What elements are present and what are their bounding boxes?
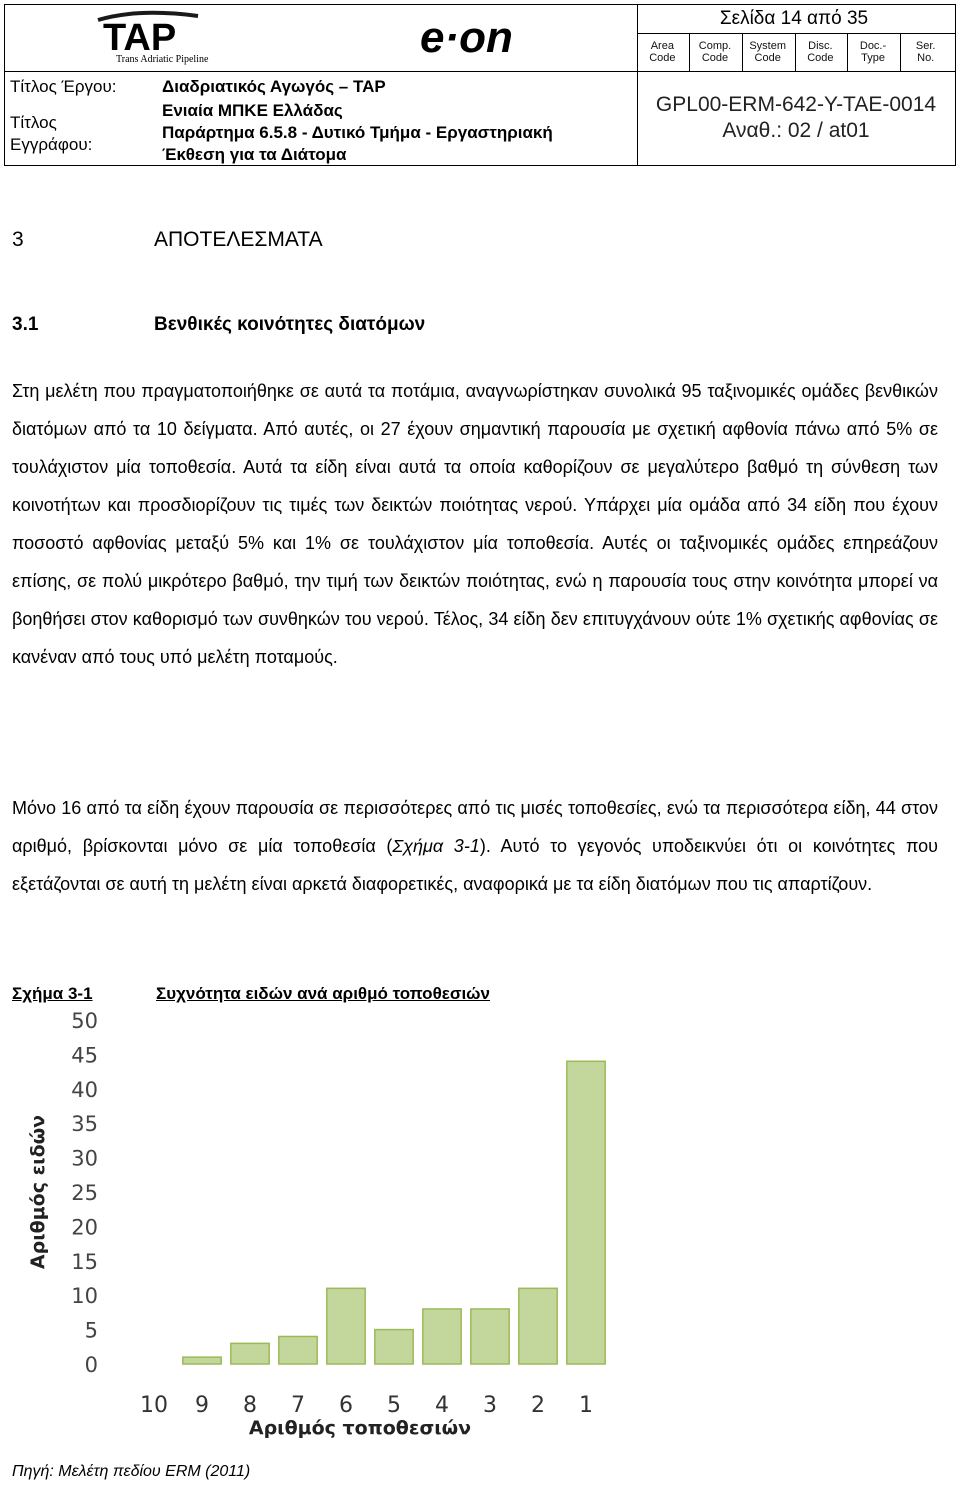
section-title: ΑΠΟΤΕΛΕΣΜΑΤΑ [154,228,323,251]
tap-logo-wordmark: TAP [103,17,177,59]
y-tick-label: 30 [71,1146,98,1171]
code-cell: System Code [749,40,787,64]
bar [567,1061,605,1364]
y-tick-label: 15 [71,1249,98,1274]
revision: Αναθ.: 02 / at01 [722,119,870,142]
y-tick-label: 10 [71,1284,98,1309]
bar [183,1357,221,1364]
subsection-number: 3.1 [12,314,39,335]
y-tick-label: 35 [71,1112,98,1137]
y-tick-label: 50 [71,1009,98,1033]
project-label: Τίτλος Έργου: [10,77,117,96]
paragraph: Μόνο 16 από τα είδη έχουν παρουσία σε περισσότερες από τις μισές τοποθεσίες, ενώ τα περισσότερα είδη, 44 στον αριθμό, βρίσκονται μόνο σε μία τοποθεσία (Σχήμα 3-1). Αυτό το γεγονός υποδεικνύει ότι οι κοινότητες που εξετάζονται σε αυτή τη μελέτη είναι αρκετά διαφορετικές, αναφορικά με τα είδη διατόμων που τις απαρτίζουν. [12,798,938,894]
y-tick-label: 5 [84,1318,98,1343]
figure-reference: Σχήμα 3-1 [392,836,480,856]
figure-title: Συχνότητα ειδών ανά αριθμό τοποθεσιών [156,984,490,1003]
doc-title-value [162,100,553,166]
x-tick-label: 3 [483,1393,497,1418]
x-tick-label: 5 [387,1393,401,1418]
doc-title-line: Ενιαία ΜΠΚΕ Ελλάδας [162,101,343,120]
header-divider [637,33,955,34]
bar [327,1288,365,1364]
tap-logo [68,6,268,66]
x-tick-label: 8 [243,1393,257,1418]
doc-title-label: Τίτλος Εγγράφου: [10,113,93,154]
document-number: GPL00-ERM-642-Y-TAE-0014 [655,93,937,116]
code-row [636,40,952,64]
code-cell: Doc.- Type [859,40,887,64]
species-frequency-chart [0,1002,640,1452]
y-tick-label: 25 [71,1181,98,1205]
bar [279,1336,317,1364]
document-number-block [636,92,956,144]
eon-logo-wordmark: e·on [420,13,513,62]
bar [423,1309,461,1364]
x-tick-label: 4 [435,1393,449,1418]
bar [471,1309,509,1364]
x-tick-label: 10 [140,1393,168,1418]
y-tick-label: 0 [84,1353,98,1377]
header-divider [5,71,955,72]
y-tick-label: 40 [71,1077,98,1102]
x-tick-label: 1 [579,1393,593,1418]
figure-number: Σχήμα 3-1 [12,984,93,1003]
y-tick-label: 45 [71,1043,98,1068]
code-cell: Area Code [649,40,676,64]
tap-logo-subtitle: Trans Adriatic Pipeline [116,54,209,65]
project-value: Διαδριατικός Αγωγός – TAP [162,77,386,96]
subsection-heading [12,314,425,336]
x-tick-label: 9 [195,1393,209,1418]
doc-title-line: Παράρτημα 6.5.8 - Δυτικό Τμήμα - Εργαστηριακή [162,123,553,142]
x-tick-label: 7 [291,1393,305,1418]
code-cell: Comp. Code [698,40,732,64]
figure-caption [12,984,490,1004]
subsection-title: Βενθικές κοινότητες διατόμων [154,314,426,335]
section-number: 3 [12,228,24,251]
section-heading [12,228,323,252]
y-tick-label: 20 [71,1215,98,1240]
bar [519,1288,557,1364]
y-axis-label: Αριθμός ειδών [27,1114,49,1270]
eon-logo [418,6,548,62]
doc-title-line: Έκθεση για τα Διάτομα [162,145,347,164]
paragraph: Στη μελέτη που πραγματοποιήθηκε σε αυτά τα ποτάμια, αναγνωρίστηκαν συνολικά 95 ταξινομικές ομάδες βενθικών διατόμων από τα 10 δείγματα. Από αυτές, οι 27 έχουν σημαντική παρουσία με σχετική αφθονία πάνω από 5% σε τουλάχιστον μία τοποθεσία. Αυτά τα είδη είναι αυτά τα οποία καθορίζουν σε μεγαλύτερο βαθμό τη σύνθεση των κοινοτήτων και προσδιορίζουν τις τιμές των δεικτών ποιότητας νερού. Υπάρχει μία ομάδα από 34 είδη που έχουν ποσοστό αφθονίας μεταξύ 5% και 1% σε τουλάχιστον μία τοποθεσία. Αυτές οι ταξινομικές ομάδες επηρεάζουν επίσης, σε πολύ μικρότερο βαθμό, την τιμή των δεικτών ποιότητας, ενώ η παρουσία τους στην κοινότητα μπορεί να βοηθήσει στον καθορισμό των συνθηκών του νερού. Τέλος, 34 είδη δεν επιτυγχάνουν ούτε 1% σχετικής αφθονίας σε κανέναν από τους υπό μελέτη ποταμούς. [12,381,938,667]
x-tick-label: 6 [339,1393,353,1418]
page-number: Σελίδα 14 από 35 [719,8,869,29]
bar [231,1343,269,1364]
code-cell: Disc. Code [807,40,834,64]
x-tick-label: 2 [531,1393,545,1418]
x-axis-label: Αριθμός τοποθεσιών [248,1417,472,1439]
bar [375,1330,413,1364]
code-cell: Ser. No. [915,40,936,64]
figure-source: Πηγή: Μελέτη πεδίου ERM (2011) [12,1463,251,1480]
